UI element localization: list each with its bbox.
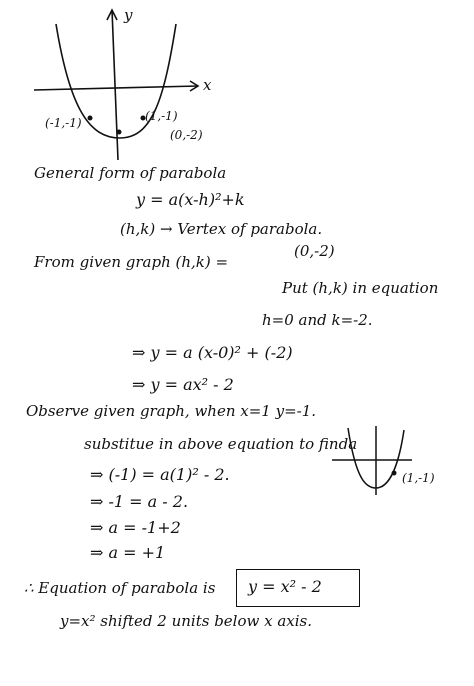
- small-point-label: (1,-1): [402, 471, 435, 485]
- observe-text: Observe given graph, when x=1 y=-1.: [26, 402, 317, 420]
- x-axis-label: x: [203, 76, 212, 94]
- point-left-label: (-1,-1): [45, 116, 82, 130]
- step-1: ⇒ y = a (x-0)² + (-2): [132, 343, 293, 362]
- small-point: [392, 471, 397, 476]
- from-graph-value: (0,-2): [294, 242, 335, 260]
- step-2: ⇒ y = ax² - 2: [132, 375, 234, 394]
- shift-note: y=x² shifted 2 units below x axis.: [60, 612, 312, 630]
- from-graph-text: From given graph (h,k) =: [34, 253, 229, 271]
- calc-2: ⇒ -1 = a - 2.: [90, 492, 189, 511]
- calc-4: ⇒ a = +1: [90, 543, 166, 562]
- conclusion-text: ∴ Equation of parabola is: [24, 579, 216, 597]
- put-hk-text: Put (h,k) in equation: [282, 279, 439, 297]
- y-axis-label: y: [124, 6, 133, 24]
- vertex-label: (0,-2): [170, 128, 203, 142]
- general-form-heading: General form of parabola: [34, 164, 227, 182]
- h-k-values: h=0 and k=-2.: [262, 311, 373, 329]
- final-equation: y = x² - 2: [248, 577, 322, 596]
- point-right-label: (1,-1): [145, 109, 178, 123]
- vertex-definition: (h,k) → Vertex of parabola.: [120, 220, 323, 238]
- calc-3: ⇒ a = -1+2: [90, 518, 181, 537]
- substitute-text: substitue in above equation to finda: [84, 435, 358, 453]
- calc-1: ⇒ (-1) = a(1)² - 2.: [90, 465, 230, 484]
- general-form-equation: y = a(x-h)²+k: [136, 190, 245, 209]
